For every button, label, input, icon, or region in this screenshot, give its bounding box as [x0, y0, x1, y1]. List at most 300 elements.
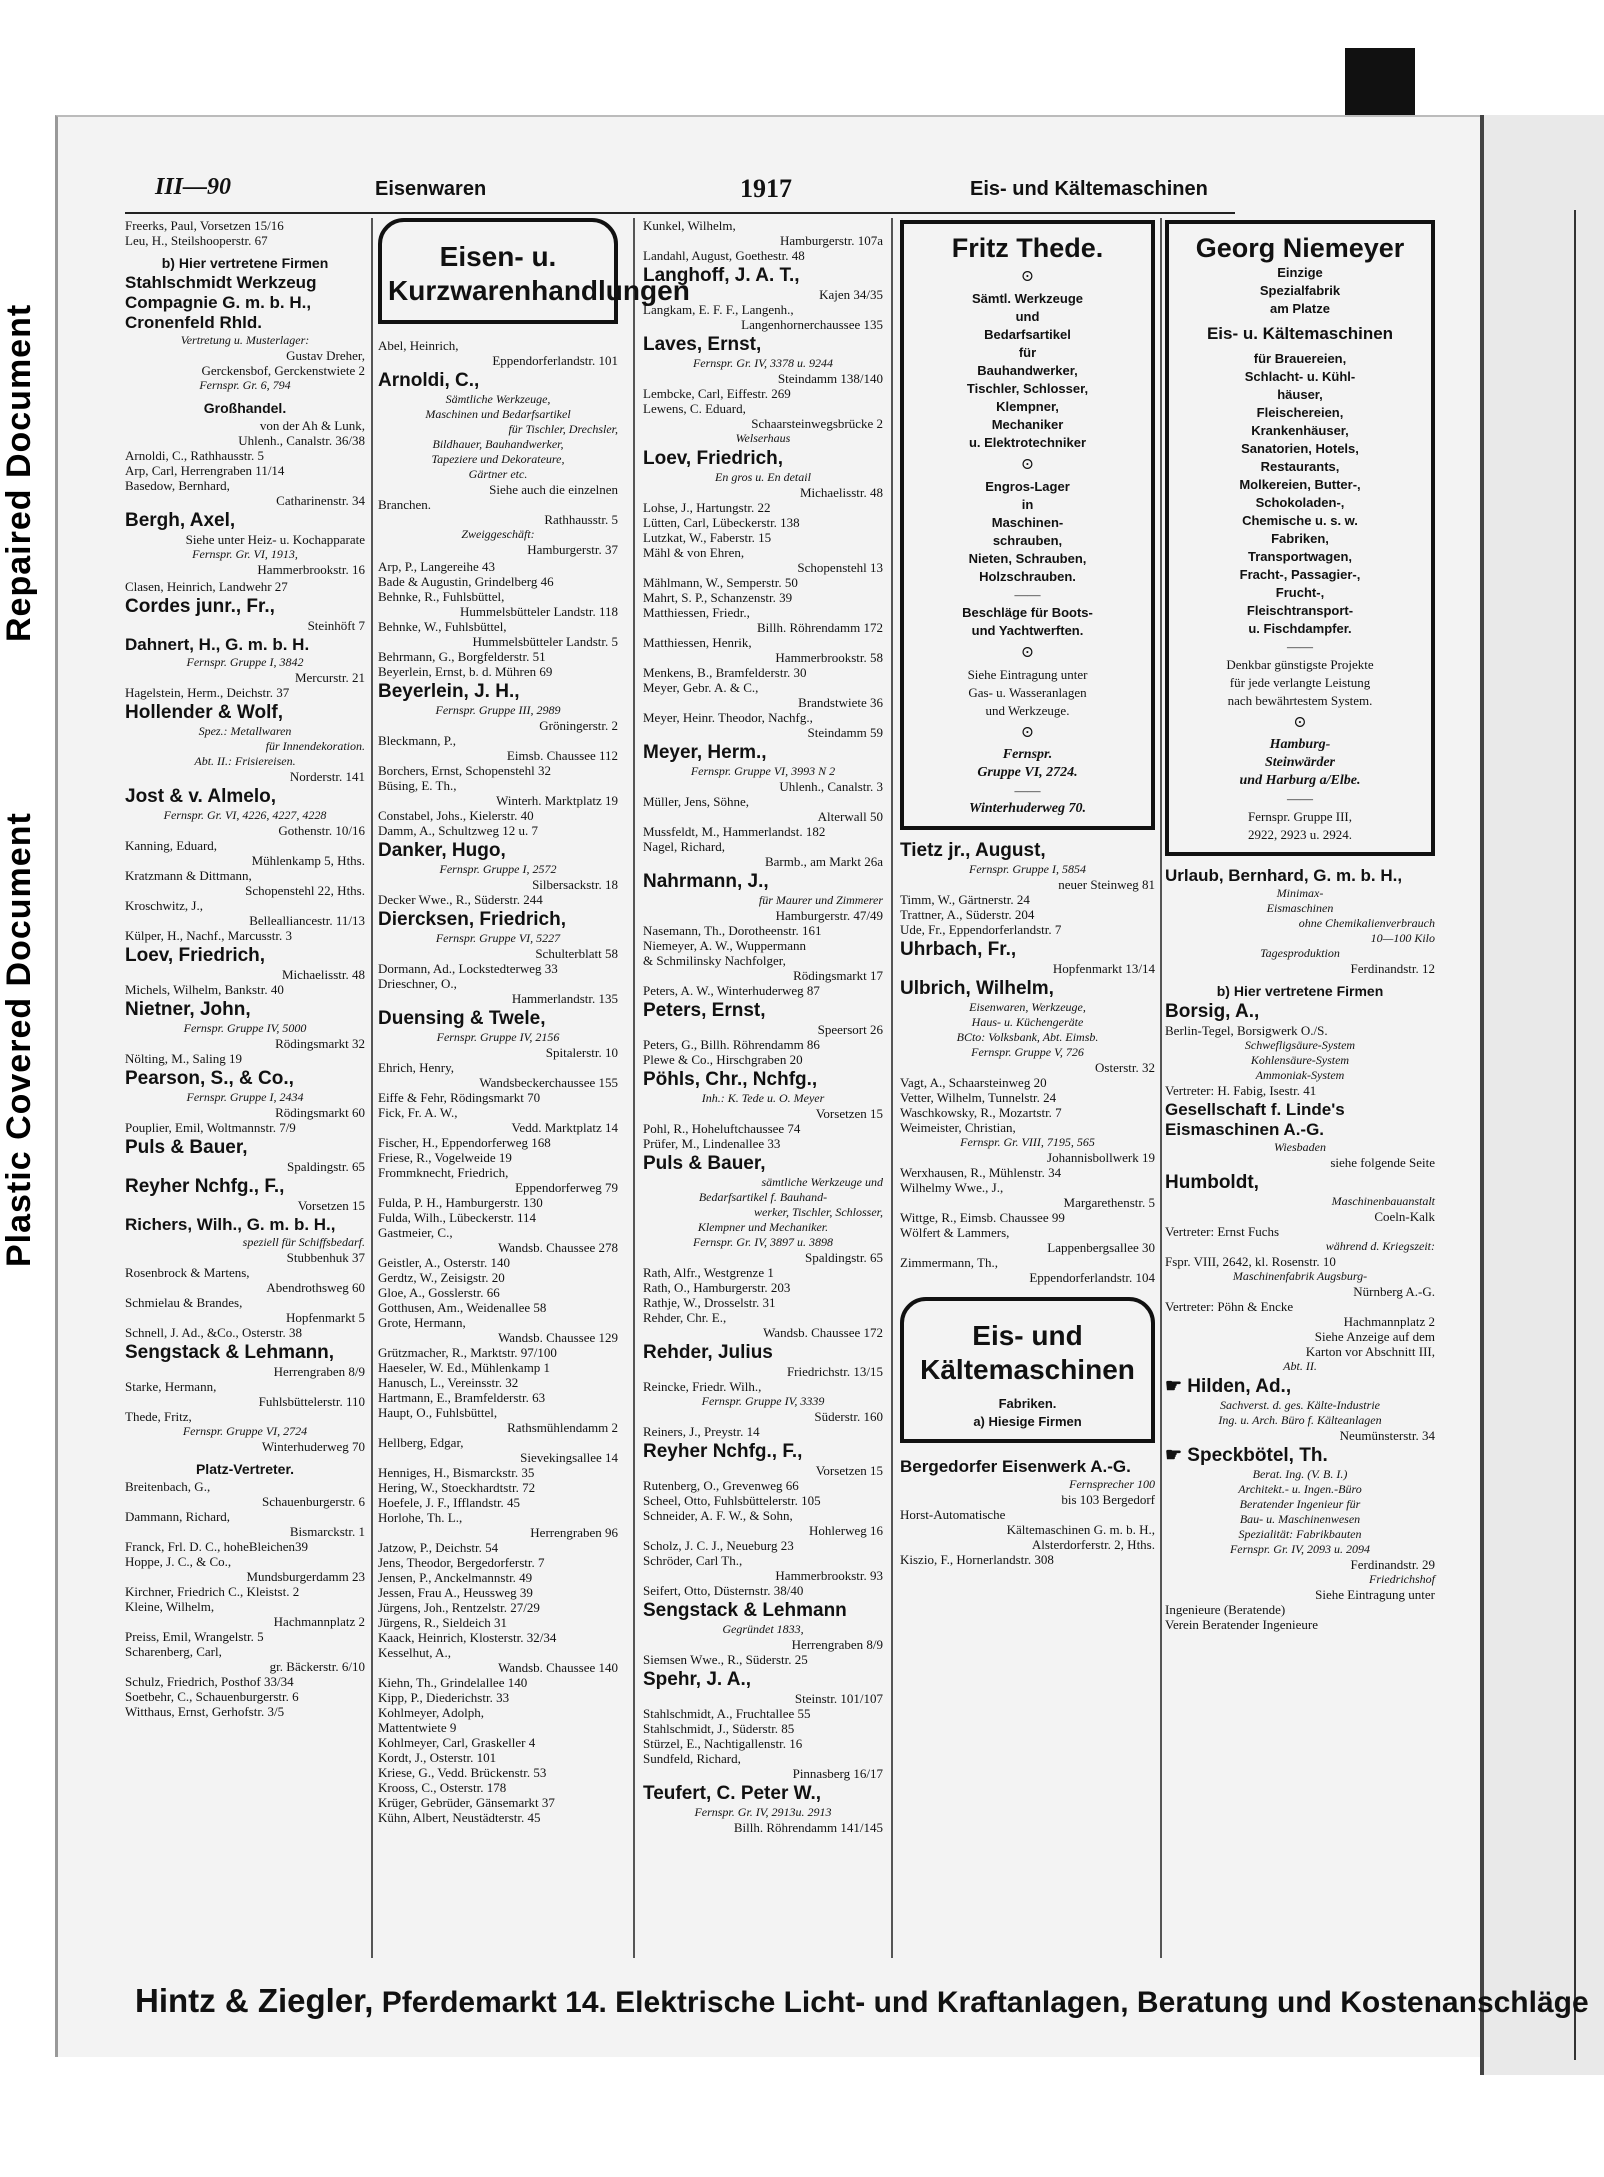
- directory-entry: [378, 370, 618, 557]
- entry-line: Fernsprecher 100: [1069, 1477, 1155, 1491]
- entry-line: Kratzmann & Dittmann,: [125, 868, 252, 883]
- entry-line: Hammerbrookstr. 93: [775, 1568, 883, 1583]
- advert-line: und Yachtwerften.: [971, 623, 1084, 638]
- entry-line: Breitenbach, G.,: [125, 1479, 211, 1494]
- firm-name: Uhrbach, Fr.,: [900, 939, 1017, 960]
- entry-line: Minimax-: [1276, 886, 1324, 900]
- directory-entry: [378, 1008, 618, 1825]
- entry-line: Kroschwitz, J.,: [125, 898, 203, 913]
- entry-line: Prüfer, M., Lindenallee 33: [643, 1136, 781, 1151]
- entry-line: Haeseler, W. Ed., Mühlenkamp 1: [378, 1360, 551, 1375]
- entry-line: Fischer, H., Eppendorferweg 168: [378, 1135, 551, 1150]
- entry-line: Lappenbergsallee 30: [1047, 1240, 1155, 1255]
- column-divider: [633, 218, 635, 1958]
- entry-line: Constabel, Johs., Kielerstr. 40: [378, 808, 534, 823]
- entry-line: Jürgens, Joh., Rentzelstr. 27/29: [378, 1600, 540, 1615]
- entry-line: Clasen, Heinrich, Landwehr 27: [125, 579, 288, 594]
- advert-line: Einzige: [1277, 265, 1323, 280]
- entry-line: Abel, Heinrich,: [378, 338, 459, 353]
- entry-line: gr. Bäckerstr. 6/10: [269, 1659, 365, 1674]
- entry-line: Bildhauer, Bauhandwerker,: [432, 437, 564, 451]
- entry-line: Haupt, O., Fuhlsbüttel,: [378, 1405, 498, 1420]
- section-subheading: a) Hiesige Firmen: [973, 1414, 1082, 1429]
- firm-name: Reyher Nchfg., F.,: [643, 1441, 803, 1462]
- directory-entry: [378, 338, 618, 368]
- entry-line: Hammerbrookstr. 16: [257, 562, 365, 577]
- entry-line: Architekt.- u. Ingen.-Büro: [1238, 1482, 1362, 1496]
- entry-line: Menkens, B., Bramfelderstr. 30: [643, 665, 807, 680]
- ornament-dash: ——: [1287, 791, 1313, 806]
- ornament-dash: ——: [1287, 639, 1313, 654]
- entry-line: Scheel, Otto, Fuhlsbüttelerstr. 105: [643, 1493, 821, 1508]
- directory-entry: [125, 1479, 365, 1719]
- entry-line: von der Ah & Lunk,: [259, 418, 365, 433]
- entry-line: Eppendorferweg 79: [515, 1180, 618, 1195]
- firm-name: Duensing & Twele,: [378, 1008, 546, 1029]
- entry-line: Gegründet 1833,: [722, 1622, 804, 1636]
- advert-line: Klempner,: [996, 399, 1059, 414]
- entry-line: Mählmann, W., Semperstr. 50: [643, 575, 798, 590]
- directory-entry: [900, 939, 1155, 976]
- entry-line: Grote, Hermann,: [378, 1315, 466, 1330]
- entry-line: Lohse, J., Hartungstr. 22: [643, 500, 771, 515]
- entry-line: Mundsburgerdamm 23: [246, 1569, 365, 1584]
- advert-line: Mechaniker: [991, 417, 1064, 432]
- entry-line: Eismaschinen: [1266, 901, 1334, 915]
- entry-line: Vertreter: Ernst Fuchs: [1165, 1224, 1280, 1239]
- directory-entry: [125, 999, 365, 1066]
- entry-line: Neumünsterstr. 34: [1339, 1428, 1435, 1443]
- entry-line: Meyer, Gebr. A. & C.,: [643, 680, 759, 695]
- entry-line: Fick, Fr. A. W.,: [378, 1105, 458, 1120]
- entry-line: Verein Beratender Ingenieure: [1165, 1617, 1319, 1632]
- firm-name: Beyerlein, J. H.,: [378, 681, 520, 702]
- directory-entry: [643, 1441, 883, 1598]
- section-subtitle: Fabriken.: [998, 1396, 1057, 1411]
- advert-line: Fleischereien,: [1256, 405, 1344, 420]
- advert-line: Engros-Lager: [985, 479, 1070, 494]
- entry-line: Hachmannplatz 2: [1343, 1314, 1435, 1329]
- entry-line: Landahl, August, Goethestr. 48: [643, 248, 805, 263]
- entry-line: Pohl, R., Hoheluftchaussee 74: [643, 1121, 801, 1136]
- entry-line: Grützmacher, R., Marktstr. 97/100: [378, 1345, 557, 1360]
- entry-line: Nürnberg A.-G.: [1353, 1284, 1435, 1299]
- advert-phone: [1179, 808, 1421, 844]
- entry-line: Brandstwiete 36: [798, 695, 883, 710]
- advert-lead: [1179, 264, 1421, 318]
- entry-line: Fulda, Wilh., Lübeckerstr. 114: [378, 1210, 536, 1225]
- advert-line: und Harburg a/Elbe.: [1239, 773, 1361, 788]
- advert-line: Restaurants,: [1260, 459, 1340, 474]
- entry-line: Wiesbaden: [1274, 1140, 1326, 1154]
- ornament-icon: ⊙: [1020, 456, 1035, 473]
- entry-line: Fernspr. Gruppe III, 2989: [435, 703, 561, 717]
- entry-line: Witthaus, Ernst, Gerhofstr. 3/5: [125, 1704, 285, 1719]
- entry-line: Mähl & von Ehren,: [643, 545, 745, 560]
- entry-line: Stahlschmidt, A., Fruchtallee 55: [643, 1706, 811, 1721]
- entry-line: Hagelstein, Herm., Deichstr. 37: [125, 685, 290, 700]
- entry-line: Abt. II.: [1283, 1359, 1317, 1373]
- directory-entry: [125, 418, 365, 508]
- entry-line: Margarethenstr. 5: [1063, 1195, 1155, 1210]
- entry-line: En gros u. En detail: [715, 470, 811, 484]
- entry-line: Hamburgerstr. 107a: [779, 233, 883, 248]
- entry-line: Wandsb. Chaussee 129: [498, 1330, 618, 1345]
- entry-line: Preiss, Emil, Wrangelstr. 5: [125, 1629, 264, 1644]
- entry-line: Horlohe, Th. L.,: [378, 1510, 463, 1525]
- advert-line: in: [1021, 497, 1034, 512]
- entry-line: Ing. u. Arch. Büro f. Kälteanlagen: [1218, 1413, 1382, 1427]
- advert-line: Fernspr. Gruppe III,: [1248, 809, 1352, 824]
- directory-entry: [125, 596, 365, 633]
- entry-line: Bau- u. Maschinenwesen: [1239, 1512, 1361, 1526]
- section-heading: Eisen- u. Kurzwarenhandlungen: [388, 241, 690, 306]
- entry-line: Müller, Jens, Söhne,: [643, 794, 749, 809]
- entry-line: Hoefele, J. F., Ifflandstr. 45: [378, 1495, 521, 1510]
- repaired-document-label: Repaired Document: [0, 303, 38, 642]
- entry-line: Kühn, Albert, Neustädterstr. 45: [378, 1810, 541, 1825]
- entry-line: Vorsetzen 15: [815, 1106, 883, 1121]
- entry-line: Decker Wwe., R., Süderstr. 244: [378, 892, 543, 907]
- column-4-list: [900, 840, 1155, 1285]
- entry-line: Vertreter: Pöhn & Encke: [1165, 1299, 1294, 1314]
- entry-line: Ude, Fr., Eppendorferlandstr. 7: [900, 922, 1062, 937]
- directory-entry: [643, 1783, 883, 1835]
- entry-line: Friedrichstr. 13/15: [786, 1364, 883, 1379]
- directory-entry: [125, 1342, 365, 1454]
- entry-line: Behrmann, G., Borgfelderstr. 51: [378, 649, 546, 664]
- entry-line: Arp, P., Langereihe 43: [378, 559, 495, 574]
- entry-line: Werxhausen, R., Mühlenstr. 34: [900, 1165, 1062, 1180]
- entry-line: Schaarsteinwegsbrücke 2: [751, 416, 883, 431]
- directory-entry: [643, 1600, 883, 1667]
- advert-line: Fernspr.: [1002, 747, 1053, 762]
- entry-line: Rath, O., Hamburgerstr. 203: [643, 1280, 791, 1295]
- entry-line: Barmb., am Markt 26a: [764, 854, 883, 869]
- entry-line: Friedrichshof: [1369, 1572, 1435, 1586]
- advert-address: Winterhuderweg 70.: [969, 801, 1086, 816]
- entry-line: Ingenieure (Beratende): [1165, 1602, 1286, 1617]
- entry-line: Dammann, Richard,: [125, 1509, 231, 1524]
- advert-line: Siehe Eintragung unter: [967, 667, 1088, 682]
- section-subheading: Platz-Vertreter.: [195, 1461, 295, 1477]
- firm-name: Laves, Ernst,: [643, 334, 762, 355]
- entry-line: Welserhaus: [735, 431, 791, 445]
- advert-product: Eis- u. Kältemaschinen: [1206, 324, 1394, 343]
- footer-advert: [135, 1982, 1589, 2020]
- entry-line: Steindamm 59: [807, 725, 883, 740]
- column-4: [900, 218, 1155, 1958]
- firm-name: Richers, Wilh., G. m. b. H.,: [125, 1215, 336, 1234]
- entry-line: Abendrothsweg 60: [266, 1280, 365, 1295]
- entry-line: Scharenberg, Carl,: [125, 1644, 222, 1659]
- entry-line: Fernspr. Gr. IV, 3378 u. 9244: [692, 356, 834, 370]
- directory-entry: [125, 635, 365, 700]
- directory-entry: [643, 1669, 883, 1781]
- entry-line: Coeln-Kalk: [1374, 1209, 1435, 1224]
- plastic-covered-label: Plastic Covered Document: [0, 812, 38, 1268]
- firm-name: ☛ Hilden, Ad.,: [1165, 1376, 1292, 1397]
- column-divider: [1160, 218, 1162, 1958]
- entry-line: Haus- u. Küchengeräte: [971, 1015, 1084, 1029]
- advert-line: Fabriken,: [1271, 531, 1329, 546]
- directory-entry: [643, 448, 883, 740]
- entry-line: Branchen.: [378, 497, 432, 512]
- entry-line: Karton vor Abschnitt III,: [1305, 1344, 1435, 1359]
- entry-line: Herrengraben 8/9: [273, 1364, 365, 1379]
- entry-line: ohne Chemikalienverbrauch: [1298, 916, 1435, 930]
- entry-line: Rehder, Chr. E.,: [643, 1310, 727, 1325]
- entry-line: Schulterblatt 58: [535, 946, 618, 961]
- entry-line: Siehe auch die einzelnen: [489, 482, 618, 497]
- advert-line: Sämtl. Werkzeuge: [971, 291, 1084, 306]
- entry-line: Wölfert & Lammers,: [900, 1225, 1010, 1240]
- header-rule: [125, 212, 1235, 214]
- firm-name: Puls & Bauer,: [643, 1153, 766, 1174]
- entry-line: Michels, Wilhelm, Bankstr. 40: [125, 982, 284, 997]
- entry-line: Johannisbollwerk 19: [1047, 1150, 1155, 1165]
- firm-name: Arnoldi, C.,: [378, 370, 480, 391]
- ornament-icon: ⊙: [1020, 724, 1035, 741]
- advert-line: Maschinen-: [991, 515, 1064, 530]
- entry-line: Ferdinandstr. 29: [1350, 1557, 1435, 1572]
- entry-line: Herrengraben 8/9: [791, 1637, 883, 1652]
- entry-line: Langkam, E. F. F., Langenh.,: [643, 302, 794, 317]
- entry-line: Frommknecht, Friedrich,: [378, 1165, 509, 1180]
- firm-name: Nahrmann, J.,: [643, 871, 769, 892]
- entry-line: Fernspr. Gr. VI, 4226, 4227, 4228: [163, 808, 327, 822]
- firm-name: Bergedorfer Eisenwerk A.-G.: [900, 1457, 1131, 1476]
- entry-line: Billh. Röhrendamm 141/145: [733, 1820, 883, 1835]
- entry-line: Damm, A., Schultzweg 12 u. 7: [378, 823, 538, 838]
- entry-line: Weimeister, Christian,: [900, 1120, 1016, 1135]
- directory-entry: [1165, 1001, 1435, 1098]
- entry-line: Osterstr. 32: [1095, 1060, 1155, 1075]
- directory-entry: [1165, 1376, 1435, 1443]
- directory-entry: [125, 510, 365, 577]
- entry-line: Külper, H., Nachf., Marcusstr. 3: [125, 928, 292, 943]
- entry-line: Alterwall 50: [817, 809, 883, 824]
- entry-line: Schneider, A. F. W., & Sohn,: [643, 1508, 793, 1523]
- entry-line: Thede, Fritz,: [125, 1409, 192, 1424]
- advert-fritz-thede: [900, 220, 1155, 830]
- entry-line: Fernspr. Gruppe I, 3842: [186, 655, 304, 669]
- advert-line: Hamburg-: [1269, 737, 1331, 752]
- entry-line: Tapeziere und Dekorateure,: [431, 452, 565, 466]
- entry-line: Steinhöft 7: [307, 618, 365, 633]
- directory-entry: [125, 1137, 365, 1174]
- column-5: [1165, 218, 1435, 1958]
- entry-line: Reincke, Friedr. Wilh.,: [643, 1379, 762, 1394]
- entry-line: Winterh. Marktplatz 19: [496, 793, 618, 808]
- ornament-icon: ⊙: [1293, 714, 1307, 731]
- advert-line: Frucht-,: [1275, 585, 1325, 600]
- firm-name: Peters, Ernst,: [643, 1000, 766, 1021]
- firm-name: Loev, Friedrich,: [125, 945, 266, 966]
- directory-entry: [125, 273, 365, 393]
- entry-line: Rathje, W., Drosselstr. 31: [643, 1295, 776, 1310]
- advert-phone: [914, 746, 1141, 782]
- directory-entry: [125, 1176, 365, 1213]
- entry-line: bis 103 Bergedorf: [1061, 1492, 1155, 1507]
- entry-line: Kleine, Wilhelm,: [125, 1599, 215, 1614]
- entry-line: Fernspr. Gr. IV, 3897 u. 3898: [692, 1235, 834, 1249]
- entry-line: Lütten, Carl, Lübeckerstr. 138: [643, 515, 800, 530]
- entry-line: Plewe & Co., Hirschgraben 20: [643, 1052, 803, 1067]
- directory-entry: [643, 742, 883, 869]
- entry-line: Kriese, G., Vedd. Brückenstr. 53: [378, 1765, 547, 1780]
- entry-line: Peters, A. W., Winterhuderweg 87: [643, 983, 820, 998]
- directory-entry: [643, 265, 883, 332]
- entry-line: Fernspr. Gr. IV, 2093 u. 2094: [1229, 1542, 1371, 1556]
- entry-line: Kohlmeyer, Adolph,: [378, 1705, 484, 1720]
- entry-line: Fernspr. Gruppe IV, 2156: [436, 1030, 560, 1044]
- entry-line: für Tischler, Drechsler,: [508, 422, 618, 436]
- entry-line: Pouplier, Emil, Woltmannstr. 7/9: [125, 1120, 296, 1135]
- entry-line: Fulda, P. H., Hamburgerstr. 130: [378, 1195, 543, 1210]
- directory-entry: [378, 559, 618, 679]
- section-subheading: b) Hier vertretene Firmen: [161, 255, 329, 271]
- advert-line: für: [1018, 345, 1037, 360]
- directory-entry: [900, 1457, 1155, 1567]
- advert-line: für Brauereien,: [1253, 351, 1347, 366]
- entry-line: Lutzkat, W., Faberstr. 15: [643, 530, 772, 545]
- entry-line: Catharinenstr. 34: [276, 493, 365, 508]
- entry-line: speziell für Schiffsbedarf.: [242, 1235, 365, 1249]
- column-4-tail: [900, 1457, 1155, 1567]
- advert-line: Steinwärder: [1264, 755, 1335, 770]
- entry-line: Maschinenbauanstalt: [1331, 1194, 1435, 1208]
- entry-line: Vorsetzen 15: [815, 1463, 883, 1478]
- advert-line: Gas- u. Wasseranlagen: [968, 685, 1087, 700]
- entry-line: Kipp, P., Diederichstr. 33: [378, 1690, 510, 1705]
- entry-line: Freerks, Paul, Vorsetzen 15/16: [125, 218, 284, 233]
- entry-line: Krooss, C., Osterstr. 178: [378, 1780, 507, 1795]
- entry-line: & Schmilinsky Nachfolger,: [643, 953, 786, 968]
- entry-line: Geistler, A., Osterstr. 140: [378, 1255, 510, 1270]
- entry-line: Hummelsbütteler Landstr. 5: [472, 634, 618, 649]
- entry-line: Gerdtz, W., Zeisigstr. 20: [378, 1270, 505, 1285]
- advert-note: [914, 666, 1141, 720]
- entry-line: Friese, R., Vogelweide 19: [378, 1150, 512, 1165]
- ornament-dash: ——: [1014, 587, 1041, 602]
- entry-line: Kirchner, Friedrich C., Kleistst. 2: [125, 1584, 300, 1599]
- firm-name: Urlaub, Bernhard, G. m. b. H.,: [1165, 866, 1403, 885]
- entry-line: Fernspr. Gr. VI, 1913,: [192, 547, 298, 561]
- entry-line: Horst-Automatische: [900, 1507, 1006, 1522]
- entry-line: Wandsb. Chaussee 278: [498, 1240, 618, 1255]
- entry-line: Mühlenkamp 5, Hths.: [251, 853, 365, 868]
- entry-line: Bleckmann, P.,: [378, 733, 456, 748]
- entry-line: Eisenwaren, Werkzeuge,: [969, 1000, 1086, 1014]
- entry-line: Hummelsbütteler Landstr. 118: [459, 604, 618, 619]
- entry-line: Fernspr. Gr. VIII, 7195, 565: [960, 1135, 1095, 1149]
- entry-line: Scholz, J. C. J., Neueburg 23: [643, 1538, 794, 1553]
- entry-line: Sundfeld, Richard,: [643, 1751, 741, 1766]
- directory-entry: [378, 909, 618, 1006]
- entry-line: Mattentwiete 9: [378, 1720, 457, 1735]
- entry-line: Mahrt, S. P., Schanzenstr. 39: [643, 590, 793, 605]
- entry-line: Hanusch, L., Vereinsstr. 32: [378, 1375, 519, 1390]
- entry-line: Ferdinandstr. 12: [1350, 961, 1435, 976]
- entry-line: Steindamm 138/140: [777, 371, 883, 386]
- entry-line: Gustav Dreher,: [286, 348, 365, 363]
- advert-georg-niemeyer: [1165, 220, 1435, 856]
- entry-line: Fernspr. Gruppe VI, 3993 N 2: [690, 764, 836, 778]
- entry-line: Kanning, Eduard,: [125, 838, 218, 853]
- advert-line: häuser,: [1277, 387, 1323, 402]
- advert-body: [1179, 350, 1421, 638]
- advert-line: Schokoladen-,: [1255, 495, 1345, 510]
- directory-page: [125, 170, 1589, 2030]
- directory-entry: [125, 1215, 365, 1340]
- entry-line: Schauenburgerstr. 6: [261, 1494, 365, 1509]
- entry-line: sämtliche Werkzeuge und: [761, 1175, 883, 1189]
- entry-line: Schopenstehl 22, Hths.: [245, 883, 365, 898]
- entry-line: Arp, Carl, Herrengraben 11/14: [125, 463, 285, 478]
- entry-line: Pinnasberg 16/17: [792, 1766, 883, 1781]
- entry-line: Wandsb. Chaussee 172: [763, 1325, 883, 1340]
- entry-line: Siehe unter Heiz- u. Kochapparate: [185, 532, 365, 547]
- entry-line: Süderstr. 160: [814, 1409, 883, 1424]
- entry-line: Siemsen Wwe., R., Süderstr. 25: [643, 1652, 808, 1667]
- entry-line: Langenhornerchaussee 135: [741, 317, 883, 332]
- firm-name: Rehder, Julius: [643, 1342, 773, 1363]
- directory-entry: [1165, 1172, 1435, 1374]
- entry-line: werker, Tischler, Schlosser,: [754, 1205, 883, 1219]
- advert-line: Chemische u. s. w.: [1242, 513, 1358, 528]
- column-1: [125, 218, 365, 1958]
- entry-line: Norderstr. 141: [289, 769, 365, 784]
- directory-entry: [125, 218, 365, 248]
- entry-line: Speersort 26: [817, 1022, 883, 1037]
- entry-line: für Maurer und Zimmerer: [758, 893, 883, 907]
- entry-line: Gastmeier, C.,: [378, 1225, 453, 1240]
- entry-line: Basedow, Bernhard,: [125, 478, 230, 493]
- entry-line: Spezialität: Fabrikbauten: [1238, 1527, 1362, 1541]
- scan-clip: [1345, 48, 1415, 123]
- entry-line: Schröder, Carl Th.,: [643, 1553, 743, 1568]
- entry-line: Vertretung u. Musterlager:: [180, 333, 310, 347]
- advert-line: Bedarfsartikel: [984, 327, 1071, 342]
- entry-line: Alsterdorferstr. 2, Hths.: [1031, 1537, 1155, 1552]
- entry-line: Reiners, J., Preystr. 14: [643, 1424, 760, 1439]
- entry-line: Eimsb. Chaussee 112: [506, 748, 618, 763]
- entry-line: Bismarckstr. 1: [289, 1524, 365, 1539]
- entry-line: Nasemann, Th., Dorotheenstr. 161: [643, 923, 822, 938]
- directory-entry: [1165, 866, 1435, 976]
- entry-line: Sachverst. d. ges. Kälte-Industrie: [1220, 1398, 1380, 1412]
- entry-line: Steinstr. 101/107: [794, 1691, 883, 1706]
- entry-line: Uhlenh., Canalstr. 3: [779, 779, 883, 794]
- entry-line: Rathsmühlendamm 2: [507, 1420, 618, 1435]
- advert-line: 2922, 2923 u. 2924.: [1248, 827, 1352, 842]
- entry-line: Fernspr. Gruppe I, 2434: [186, 1090, 304, 1104]
- entry-line: Sievekingsallee 14: [520, 1450, 618, 1465]
- firm-name: ☛ Speckbötel, Th.: [1165, 1445, 1328, 1466]
- firm-name: Humboldt,: [1165, 1172, 1259, 1193]
- firm-name: Gesellschaft f. Linde's Eismaschinen A.-G.: [1165, 1100, 1345, 1139]
- firm-name: Loev, Friedrich,: [643, 448, 784, 469]
- firm-name: Ulbrich, Wilhelm,: [900, 978, 1054, 999]
- entry-line: Vertreter: H. Fabig, Isestr. 41: [1165, 1083, 1317, 1098]
- entry-line: Wandsbeckerchaussee 155: [479, 1075, 618, 1090]
- adjacent-page-edge: [1480, 115, 1604, 2075]
- entry-line: Trattner, A., Süderstr. 204: [900, 907, 1035, 922]
- directory-entry: [125, 579, 365, 594]
- entry-line: Peters, G., Billh. Röhrendamm 86: [643, 1037, 820, 1052]
- entry-line: Bedarfsartikel f. Bauhand-: [698, 1190, 828, 1204]
